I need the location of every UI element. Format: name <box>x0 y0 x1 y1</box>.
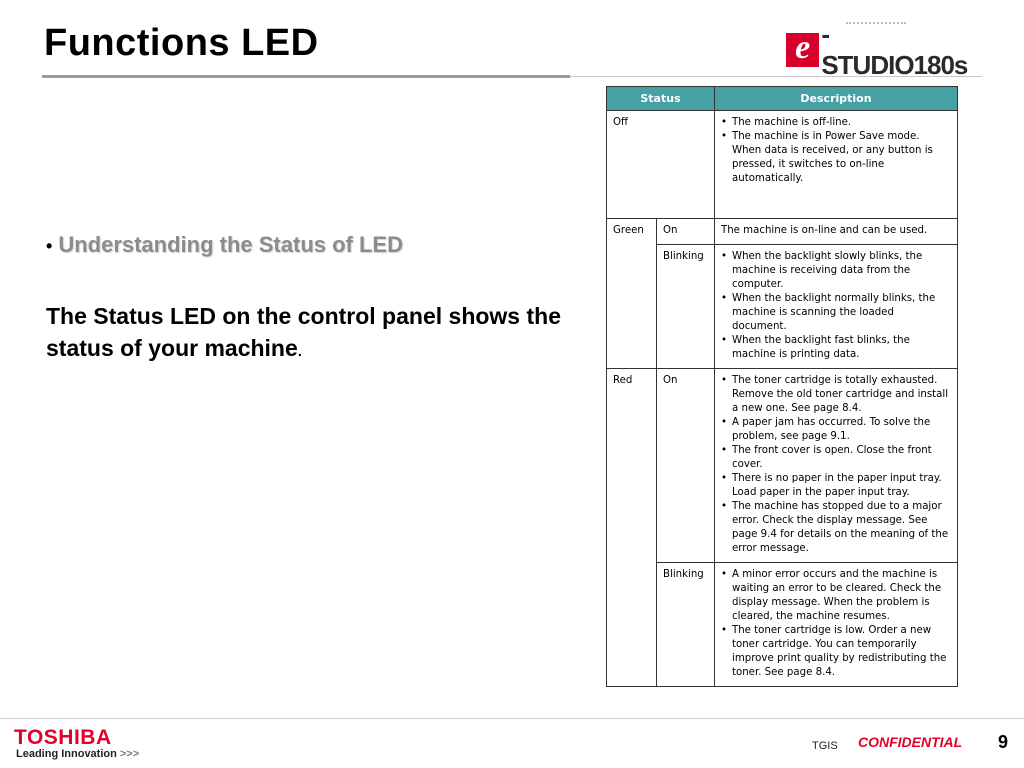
description-item: • A paper jam has occurred. To solve the problem, see page 9.1. <box>721 416 951 444</box>
status-red: Red <box>607 369 657 687</box>
logo-wordmark: -STUDIO180s <box>821 19 968 80</box>
footer-divider <box>0 718 1024 719</box>
description-item: • When the backlight fast blinks, the machine is printing data. <box>721 334 951 362</box>
slide-title: Functions LED <box>44 22 319 64</box>
slide-body <box>46 300 566 368</box>
table-row <box>607 245 958 369</box>
description-item: • The front cover is open. Close the front cover. <box>721 444 951 472</box>
status-green-blinking: Blinking <box>657 245 715 369</box>
tagline-text: Leading Innovation <box>16 748 117 760</box>
bullet-heading <box>46 232 403 258</box>
bullet-dot-icon: • <box>46 236 53 256</box>
table-row <box>607 219 958 245</box>
footer-tgis: TGIS <box>812 740 838 752</box>
description-item: • The toner cartridge is totally exhausted. Remove the old toner cartridge and install a new one. See page 8.4. <box>721 374 951 416</box>
description-item: • The toner cartridge is low. Order a new toner cartridge. You can temporarily improve print quality by redistributing the toner. See page 8.4. <box>721 624 951 680</box>
description-green-on: The machine is on-line and can be used. <box>715 219 958 245</box>
description-red-on <box>715 369 958 563</box>
header-description: Description <box>715 87 958 111</box>
led-status-table <box>606 86 958 687</box>
toshiba-logo: TOSHIBA <box>14 726 112 749</box>
description-item: • A minor error occurs and the machine is waiting an error to be cleared. Check the display message. When the problem is cleared, the machine resumes. <box>721 568 951 624</box>
tagline-arrows-icon: >>> <box>119 748 140 760</box>
table-header-row <box>607 87 958 111</box>
description-off <box>715 111 958 219</box>
description-item: • The machine is in Power Save mode. When data is received, or any button is pressed, it switches to on-line automatically. <box>721 130 951 186</box>
description-item: • The machine has stopped due to a major error. Check the display message. See page 9.4 for details on the meaning of the error message. <box>721 500 951 556</box>
bullet-heading-text: Understanding the Status of LED <box>58 232 403 257</box>
slide-body-text: The Status LED on the control panel shows the status of your machine <box>46 303 561 361</box>
confidential-label: CONFIDENTIAL <box>858 734 963 750</box>
description-item: • When the backlight normally blinks, the machine is scanning the loaded document. <box>721 292 951 334</box>
slide-body-period: . <box>297 343 302 360</box>
description-red-blinking <box>715 563 958 687</box>
e-studio-logo <box>786 19 972 80</box>
brand-tagline <box>16 748 139 760</box>
status-red-on: On <box>657 369 715 563</box>
description-item: • When the backlight slowly blinks, the machine is receiving data from the computer. <box>721 250 951 292</box>
header-status: Status <box>607 87 715 111</box>
status-green: Green <box>607 219 657 369</box>
table-row <box>607 563 958 687</box>
table-row <box>607 369 958 563</box>
page-number: 9 <box>998 732 1009 752</box>
title-underline <box>42 75 570 78</box>
logo-e-mark: e <box>786 33 819 67</box>
description-item: • The machine is off-line. <box>721 116 951 130</box>
description-item: • There is no paper in the paper input tray. Load paper in the paper input tray. <box>721 472 951 500</box>
description-green-blinking <box>715 245 958 369</box>
status-off: Off <box>607 111 715 219</box>
status-green-on: On <box>657 219 715 245</box>
table-row <box>607 111 958 219</box>
status-red-blinking: Blinking <box>657 563 715 687</box>
